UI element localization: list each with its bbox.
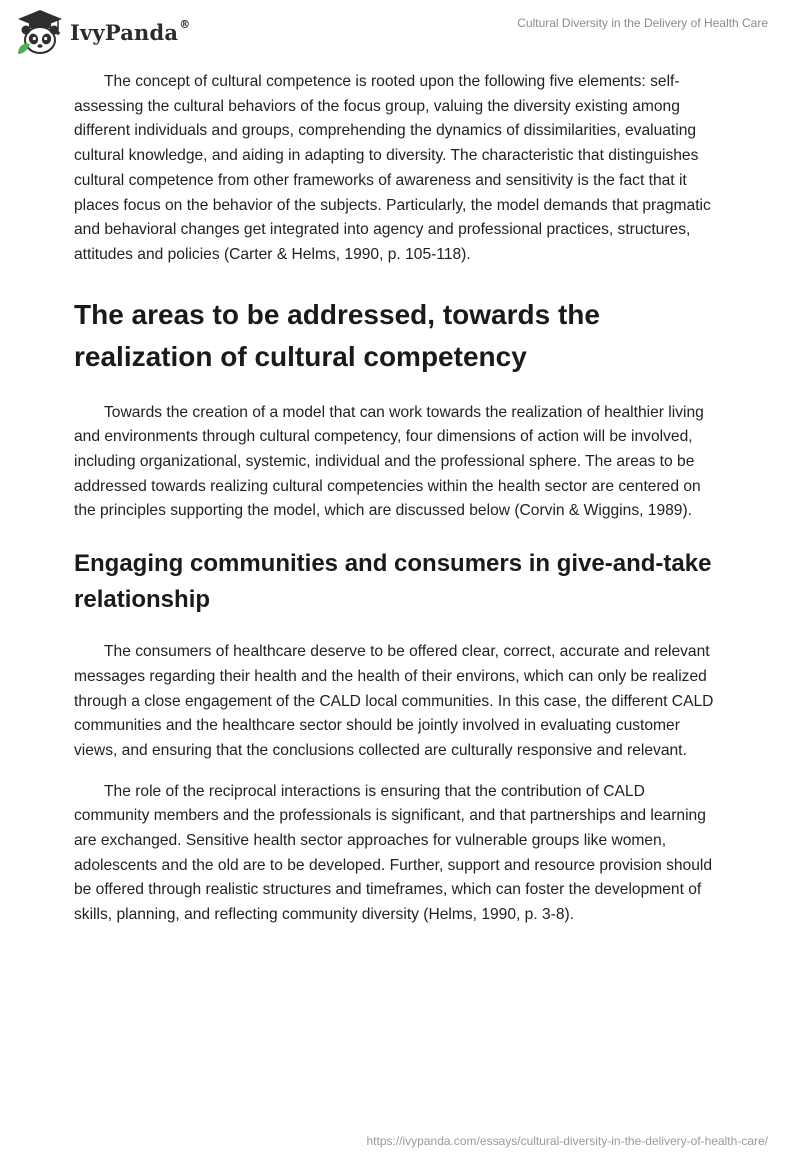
brand-name-text: IvyPanda [70,19,179,45]
panda-graduate-logo-icon [14,8,66,56]
engaging-paragraph-1: The consumers of healthcare deserve to be offered clear, correct, accurate and relevant messages regarding their health and the health of their environs, which can only be realized through a close engagement of the CALD local communities. In this case, the different CALD communities and the healthcare sector should be jointly involved in evaluating customer views, and ensuring that the conclusions collected are culturally responsive and relevant. [74,643,714,759]
brand-name [70,17,191,45]
document-title: Cultural Diversity in the Delivery of Health Care [517,16,768,30]
registered-mark: ® [179,17,191,31]
section-heading-engaging: Engaging communities and consumers in give-and-take relationship [74,550,712,614]
section-heading-areas: The areas to be addressed, towards the realization of cultural competency [74,298,600,372]
intro-paragraph: The concept of cultural competence is rooted upon the following five elements: self-assessing the cultural behaviors of the focus group, valuing the diversity existing among different individuals and groups, comprehending the dynamics of dissimilarities, evaluating cultural knowledge, and aiding in adapting to diversity. The characteristic that distinguishes cultural competence from other frameworks of awareness and sensitivity is the fact that it places focus on the behavior of the subjects. Particularly, the model demands that pragmatic and behavioral changes get integrated into agency and professional practices, structures, attitudes and policies (Carter & Helms, 1990, p. 105-118). [74,73,711,263]
page-header [0,0,800,60]
source-url[interactable]: https://ivypanda.com/essays/cultural-diversity-in-the-delivery-of-health-care/ [366,1134,768,1148]
essay-content [74,70,724,928]
brand-logo[interactable] [14,8,190,56]
areas-paragraph: Towards the creation of a model that can work towards the realization of healthier living and environments through cultural competency, four dimensions of action will be involved, including organizational, systemic, individual and the professional sphere. The areas to be addressed towards realizing cultural competencies within the health sector are centered on the principles supporting the model, which are discussed below (Corvin & Wiggins, 1989). [74,403,704,520]
engaging-paragraph-2: The role of the reciprocal interactions is ensuring that the contribution of CALD community members and the professionals is significant, and that partnerships and learning are exchanged. Sensitive health sector approaches for vulnerable groups like women, adolescents and the old are to be developed. Further, support and resource provision should be offered through realistic structures and timeframes, which can foster the development of skills, planning, and reflecting community diversity (Helms, 1990, p. 3-8). [74,782,713,924]
